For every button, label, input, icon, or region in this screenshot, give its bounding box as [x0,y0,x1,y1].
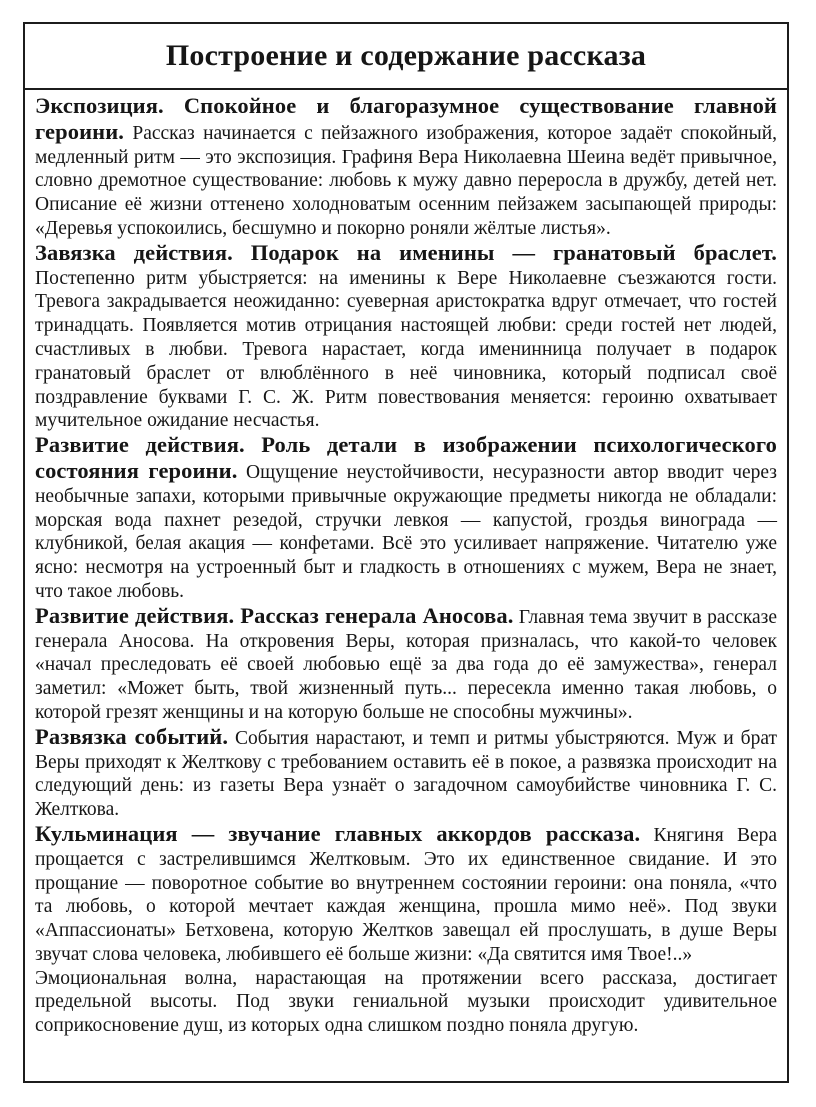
section-exposition [35,94,777,241]
section-development-anosov [35,604,777,725]
section-body: Главная тема звучит в рассказе генерала Аносова. На откровения Веры, которая призналась, что какой-то человек «начал преследовать её своей любовью ещё за два года до её замужества», генерал заметил: «Может быть, твой жизненный путь... пересекла именно такая любовь, о которой грезят женщины и на которую больше не способны мужчины». [35,606,778,723]
section-body: События нарастают, и темп и ритмы убыстряются. Муж и брат Веры приходят к Желткову с требованием оставить её в покое, а развязка происходит на следующий день: из газеты Вера узнаёт о загадочном самоубийстве чиновника Г. С. Желткова. [35,727,778,821]
page-title: Построение и содержание рассказа [165,39,647,72]
section-denouement [35,725,777,822]
section-plot-start [35,241,777,433]
section-body: Ощущение неустойчивости, несуразности автор вводит через необычные запахи, которыми привычные окружающие предметы никогда не обладали: морская вода пахнет резедой, стручки левкоя — капустой, гроздья винограда — клубникой, белая акация — конфетами. Всё это усиливает напряжение. Читателю уже ясно: несмотря на устроенный быт и гладкость в отношениях с мужем, Вера не знает, что такое любовь. [35,461,778,602]
section-heading: Развязка событий. [35,723,229,749]
section-heading: Экспозиция. Спокойное и благоразумное существование главной героини. [35,93,777,144]
section-climax [35,822,777,967]
section-body: Рассказ начинается с пейзажного изображения, которое задаёт спокойный, медленный ритм — это экспозиция. Графиня Вера Николаевна Шеина ведёт привычное, словно дремотное существование: любовь к мужу давно переросла в дружбу, детей нет. Описание её жизни оттенено холодноватым осенним пейзажем засыпающей природы: «Деревья успокоились, бесшумно и покорно роняли жёлтые листья». [35,122,778,239]
title-row [25,24,787,90]
section-heading: Развитие действия. Рассказ генерала Аносова. [35,602,514,628]
section-body: Княгиня Вера прощается с застрелившимся Желтковым. Это их единственное свидание. И это прощание — поворотное событие во внутреннем состоянии героини: она поняла, «что та любовь, о которой мечтает каждая женщина, прошла мимо неё». Под звуки «Аппассионаты» Бетховена, которую Желтков завещал ей прослушать, в душе Веры звучат слова человека, любившего её больше жизни: «Да святится имя Твое!..» [35,824,778,965]
content-block [25,90,787,1038]
section-heading: Завязка действия. Подарок на именины — гранатовый браслет. [35,239,777,265]
section-development-detail [35,433,777,604]
closing-paragraph: Эмоциональная волна, нарастающая на протяжении всего рассказа, достигает предельной высоты. Под звуки гениальной музыки происходит удивительное соприкосновение душ, из которых одна слишком поздно поняла другую. [35,967,777,1037]
section-heading: Развитие действия. Роль детали в изображении психологического состояния героини. [35,432,777,483]
section-body: Постепенно ритм убыстряется: на именины к Вере Николаевне съезжаются гости. Тревога закрадывается неожиданно: суеверная аристократка вдруг отмечает, что гостей тринадцать. Появляется мотив отрицания настоящей любви: среди гостей нет людей, счастливых в любви. Тревога нарастает, когда именинница получает в подарок гранатовый браслет от влюблённого в неё чиновника, который подписал своё поздравление буквами Г. С. Ж. Ритм повествования меняется: героиню охватывает мучительное ожидание несчастья. [35,267,777,432]
page-frame [23,22,789,1083]
section-heading: Кульминация — звучание главных аккордов рассказа. [35,820,641,846]
